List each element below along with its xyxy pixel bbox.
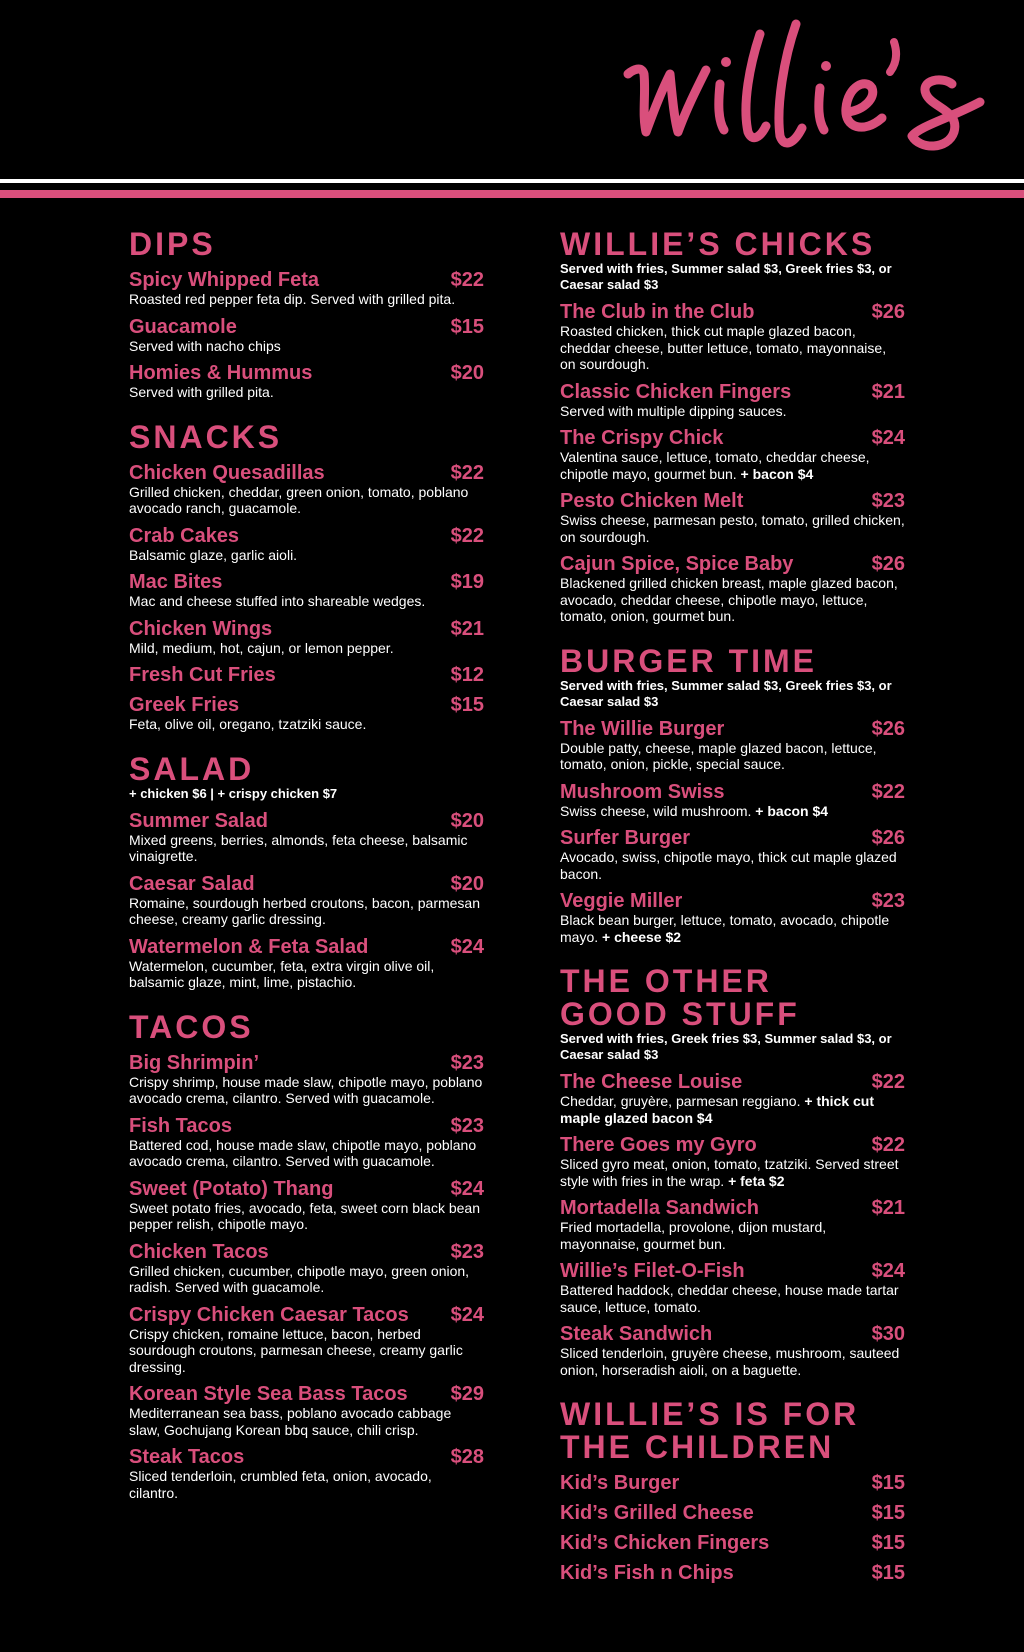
item-price: $30 xyxy=(871,1323,905,1345)
item-name: The Cheese Louise xyxy=(560,1071,743,1093)
item-description-text: Cheddar, gruyère, parmesan reggiano. xyxy=(560,1093,801,1109)
menu-item xyxy=(560,1532,905,1554)
right-menu-column xyxy=(560,228,905,1604)
item-name: Classic Chicken Fingers xyxy=(560,380,792,403)
item-description xyxy=(560,1345,905,1378)
item-price: $15 xyxy=(871,1562,905,1584)
item-name: Sweet (Potato) Thang xyxy=(129,1177,334,1200)
section-note: Served with fries, Summer salad $3, Greek fries $3, or Caesar salad $3 xyxy=(560,261,892,292)
item-name: Summer Salad xyxy=(129,809,268,832)
item-name: Mac Bites xyxy=(129,571,223,593)
item-description-text: Mild, medium, hot, cajun, or lemon pepper. xyxy=(129,639,394,656)
item-price: $24 xyxy=(450,935,484,958)
section-note: Served with fries, Greek fries $3, Summer salad $3, or Caesar salad $3 xyxy=(560,1031,892,1062)
item-name: The Club in the Club xyxy=(560,301,755,323)
item-description xyxy=(129,338,484,355)
item-name: Kid’s Chicken Fingers xyxy=(560,1532,770,1554)
item-name: Homies & Hummus xyxy=(129,362,313,384)
menu-item xyxy=(129,1115,484,1170)
item-description xyxy=(560,1093,905,1126)
section-title: WILLIE’S CHICKS xyxy=(560,226,876,262)
section-snacks xyxy=(129,418,484,733)
item-price: $28 xyxy=(450,1446,484,1468)
item-price: $21 xyxy=(871,1197,905,1219)
section-tacos xyxy=(129,1008,484,1502)
menu-item xyxy=(560,1323,905,1378)
item-description xyxy=(129,484,484,517)
item-description-text: Crispy shrimp, house made slaw, chipotle mayo, poblano avocado crema, cilantro. Served with guacamole. xyxy=(129,1073,483,1106)
item-description xyxy=(129,291,484,308)
item-description xyxy=(129,895,484,928)
section-title: WILLIE’S IS FOR THE CHILDREN xyxy=(560,1396,860,1465)
item-price: $22 xyxy=(871,1071,905,1093)
item-name: Surfer Burger xyxy=(560,827,691,849)
item-name: Caesar Salad xyxy=(129,872,255,895)
item-price: $22 xyxy=(450,524,484,547)
item-name: Greek Fries xyxy=(129,694,240,716)
item-name: Pesto Chicken Melt xyxy=(560,490,744,512)
menu-item xyxy=(129,1304,484,1376)
item-price: $20 xyxy=(450,872,484,895)
menu-item xyxy=(560,553,905,625)
item-price: $26 xyxy=(871,827,905,849)
item-name: Mushroom Swiss xyxy=(560,780,725,803)
menu-item xyxy=(560,718,905,773)
item-description xyxy=(560,512,905,545)
item-description-text: Battered haddock, cheddar cheese, house made tartar sauce, lettuce, tomato. xyxy=(560,1282,899,1315)
section-note: + chicken $6 | + crispy chicken $7 xyxy=(129,785,338,801)
item-name: Veggie Miller xyxy=(560,890,683,912)
menu-item xyxy=(560,1197,905,1252)
item-price: $24 xyxy=(871,1260,905,1282)
item-name: Watermelon & Feta Salad xyxy=(129,935,369,958)
section-title: THE OTHER GOOD STUFF xyxy=(560,963,800,1032)
item-price: $22 xyxy=(871,1134,905,1156)
item-description-text: Swiss cheese, parmesan pesto, tomato, grilled chicken, on sourdough. xyxy=(560,512,905,545)
item-description xyxy=(129,716,484,733)
item-description xyxy=(560,323,905,373)
menu-item xyxy=(560,1260,905,1315)
section-willie-s-is-for-the-children xyxy=(560,1398,905,1584)
item-name: Fresh Cut Fries xyxy=(129,664,276,686)
item-name: The Crispy Chick xyxy=(560,427,724,449)
item-name: Chicken Quesadillas xyxy=(129,461,325,484)
section-title: TACOS xyxy=(129,1008,254,1045)
item-description-text: Black bean burger, lettuce, tomato, avocado, chipotle mayo. xyxy=(560,912,890,945)
item-price: $21 xyxy=(871,380,905,403)
item-description xyxy=(129,958,484,991)
menu-item xyxy=(129,316,484,355)
item-description-text: Mac and cheese stuffed into shareable wedges. xyxy=(129,593,426,609)
header-divider-white xyxy=(0,179,1024,183)
item-name: Guacamole xyxy=(129,315,237,338)
item-description-text: Blackened grilled chicken breast, maple glazed bacon, avocado, cheddar cheese, chipotle mayo, lettuce, tomato, onion, gourmet bun. xyxy=(560,575,898,624)
item-description xyxy=(560,803,905,820)
item-description xyxy=(560,449,905,482)
menu-item xyxy=(560,1502,905,1524)
menu-item xyxy=(560,1134,905,1189)
item-description xyxy=(129,384,484,401)
item-description xyxy=(129,1137,484,1170)
item-price: $26 xyxy=(871,301,905,323)
logo-script xyxy=(620,14,990,164)
item-description xyxy=(560,1156,905,1189)
item-price: $23 xyxy=(450,1051,484,1074)
item-description-text: Valentina sauce, lettuce, tomato, cheddar cheese, chipotle mayo, gourmet bun. xyxy=(560,449,870,482)
item-description xyxy=(129,640,484,657)
item-price: $22 xyxy=(450,269,484,291)
item-name: Kid’s Fish n Chips xyxy=(560,1562,734,1584)
section-title: BURGER TIME xyxy=(560,642,817,679)
item-description xyxy=(129,593,484,610)
item-name: Cajun Spice, Spice Baby xyxy=(560,553,794,575)
section-burger-time xyxy=(560,642,905,946)
item-description-text: Romaine, sourdough herbed croutons, bacon, parmesan cheese, creamy garlic dressing. xyxy=(129,894,480,927)
menu-item xyxy=(129,936,484,991)
item-name: Kid’s Burger xyxy=(560,1472,680,1494)
item-description-text: Balsamic glaze, garlic aioli. xyxy=(129,546,298,563)
item-name: Chicken Tacos xyxy=(129,1240,269,1263)
item-name: Spicy Whipped Feta xyxy=(129,269,320,291)
item-name: Big Shrimpin’ xyxy=(129,1051,259,1074)
item-price: $24 xyxy=(450,1303,484,1326)
menu-item xyxy=(560,1562,905,1584)
section-the-other-good-stuff xyxy=(560,965,905,1378)
section-salad xyxy=(129,750,484,991)
item-description-text: Mixed greens, berries, almonds, feta cheese, balsamic vinaigrette. xyxy=(129,831,468,864)
item-description-text: Roasted chicken, thick cut maple glazed bacon, cheddar cheese, butter lettuce, tomato, mayonnaise, on sourdough. xyxy=(560,323,887,372)
item-price: $21 xyxy=(450,617,484,640)
item-price: $23 xyxy=(871,890,905,912)
item-price: $24 xyxy=(871,427,905,449)
item-price: $15 xyxy=(450,694,484,716)
menu-item xyxy=(129,525,484,564)
menu-item xyxy=(560,301,905,373)
item-description-text: Sweet potato fries, avocado, feta, sweet corn black bean pepper relish, chipotle mayo. xyxy=(129,1199,480,1232)
item-description-text: Grilled chicken, cucumber, chipotle mayo, green onion, radish. Served with guacamole. xyxy=(129,1262,470,1295)
section-title: DIPS xyxy=(129,226,216,262)
item-price: $20 xyxy=(450,362,484,384)
item-name: Mortadella Sandwich xyxy=(560,1197,759,1219)
item-price: $22 xyxy=(871,780,905,803)
item-description xyxy=(560,1282,905,1315)
item-name: Crispy Chicken Caesar Tacos xyxy=(129,1303,409,1326)
menu-item xyxy=(560,781,905,820)
item-name: There Goes my Gyro xyxy=(560,1134,757,1156)
menu-item xyxy=(129,571,484,610)
section-dips xyxy=(129,228,484,401)
item-description-text: Double patty, cheese, maple glazed bacon, lettuce, tomato, onion, pickle, special sauce. xyxy=(560,739,877,772)
section-note: Served with fries, Summer salad $3, Greek fries $3, or Caesar salad $3 xyxy=(560,677,892,709)
item-description-text: Served with grilled pita. xyxy=(129,384,274,400)
item-description xyxy=(129,1326,484,1376)
menu-item xyxy=(560,890,905,945)
item-description-text: Fried mortadella, provolone, dijon mustard, mayonnaise, gourmet bun. xyxy=(560,1219,827,1252)
menu-item xyxy=(129,362,484,401)
item-price: $23 xyxy=(871,490,905,512)
item-addon: + cheese $2 xyxy=(602,928,682,945)
item-name: Steak Sandwich xyxy=(560,1323,713,1345)
menu-item xyxy=(129,810,484,865)
menu-item xyxy=(560,427,905,482)
item-description-text: Battered cod, house made slaw, chipotle mayo, poblano avocado crema, cilantro. Served with guacamole. xyxy=(129,1136,477,1169)
menu-item xyxy=(129,462,484,517)
item-description xyxy=(560,1219,905,1252)
item-description xyxy=(560,912,905,945)
item-price: $29 xyxy=(450,1383,484,1405)
item-price: $22 xyxy=(450,461,484,484)
section-willie-s-chicks xyxy=(560,228,905,625)
item-name: Crab Cakes xyxy=(129,524,240,547)
item-price: $15 xyxy=(871,1532,905,1554)
item-description-text: Sliced tenderloin, crumbled feta, onion, avocado, cilantro. xyxy=(129,1468,432,1501)
item-name: Willie’s Filet-O-Fish xyxy=(560,1260,745,1282)
menu-item xyxy=(560,381,905,420)
menu-item xyxy=(129,1241,484,1296)
item-description-text: Sliced tenderloin, gruyère cheese, mushroom, sauteed onion, horseradish aioli, on a baguette. xyxy=(560,1345,900,1378)
menu-item xyxy=(129,664,484,686)
item-price: $23 xyxy=(450,1114,484,1137)
item-price: $15 xyxy=(450,315,484,338)
menu-item xyxy=(129,1383,484,1438)
item-description-text: Avocado, swiss, chipotle mayo, thick cut maple glazed bacon. xyxy=(560,849,897,882)
menu-item xyxy=(129,618,484,657)
item-description-text: Roasted red pepper feta dip. Served with grilled pita. xyxy=(129,291,456,307)
header-divider-pink xyxy=(0,190,1024,198)
item-description xyxy=(129,1468,484,1501)
item-price: $24 xyxy=(450,1177,484,1200)
menu-item xyxy=(129,1178,484,1233)
item-description-text: Served with nacho chips xyxy=(129,337,281,354)
item-description-text: Grilled chicken, cheddar, green onion, tomato, poblano avocado ranch, guacamole. xyxy=(129,483,469,516)
item-description-text: Watermelon, cucumber, feta, extra virgin olive oil, balsamic glaze, mint, lime, pistachio. xyxy=(129,957,435,990)
menu-item xyxy=(129,1446,484,1501)
menu-item xyxy=(560,1071,905,1126)
item-name: Korean Style Sea Bass Tacos xyxy=(129,1383,408,1405)
menu-item xyxy=(129,269,484,308)
item-addon: + bacon $4 xyxy=(740,465,814,482)
item-addon: + thick cut maple glazed bacon $4 xyxy=(560,1093,875,1126)
item-description xyxy=(560,403,905,420)
item-description-text: Swiss cheese, wild mushroom. xyxy=(560,802,752,819)
item-addon: + bacon $4 xyxy=(755,802,829,819)
item-description xyxy=(129,1263,484,1296)
item-description-text: Mediterranean sea bass, poblano avocado cabbage slaw, Gochujang Korean bbq sauce, chili crisp. xyxy=(129,1405,452,1438)
item-description xyxy=(129,547,484,564)
item-description-text: Served with multiple dipping sauces. xyxy=(560,402,787,419)
item-price: $19 xyxy=(450,571,484,593)
item-description xyxy=(560,575,905,625)
item-description xyxy=(129,1405,484,1438)
menu-item xyxy=(560,1472,905,1494)
item-price: $26 xyxy=(871,717,905,740)
item-description-text: Sliced gyro meat, onion, tomato, tzatziki. Served street style with fries in the wrap. xyxy=(560,1156,899,1189)
item-price: $12 xyxy=(450,664,484,686)
item-description xyxy=(129,1200,484,1233)
item-name: Chicken Wings xyxy=(129,617,273,640)
item-name: Kid’s Grilled Cheese xyxy=(560,1502,754,1524)
item-price: $26 xyxy=(871,553,905,575)
menu-item xyxy=(560,827,905,882)
menu-item xyxy=(129,1052,484,1107)
item-description-text: Crispy chicken, romaine lettuce, bacon, herbed sourdough croutons, parmesan cheese, creamy garlic dressing. xyxy=(129,1325,463,1375)
menu-item xyxy=(129,873,484,928)
item-name: Steak Tacos xyxy=(129,1446,245,1468)
menu-item xyxy=(560,490,905,545)
item-description xyxy=(560,849,905,882)
item-name: Fish Tacos xyxy=(129,1114,232,1137)
section-title: SNACKS xyxy=(129,418,283,455)
section-title: SALAD xyxy=(129,750,255,787)
brand-logo xyxy=(620,14,990,164)
item-price: $15 xyxy=(871,1502,905,1524)
item-price: $15 xyxy=(871,1472,905,1494)
item-addon: + feta $2 xyxy=(728,1172,785,1189)
item-name: The Willie Burger xyxy=(560,717,725,740)
item-price: $23 xyxy=(450,1240,484,1263)
item-price: $20 xyxy=(450,809,484,832)
menu-item xyxy=(129,694,484,733)
item-description xyxy=(129,1074,484,1107)
item-description xyxy=(129,832,484,865)
item-description-text: Feta, olive oil, oregano, tzatziki sauce. xyxy=(129,716,367,732)
item-description xyxy=(560,740,905,773)
left-menu-column xyxy=(129,228,484,1521)
